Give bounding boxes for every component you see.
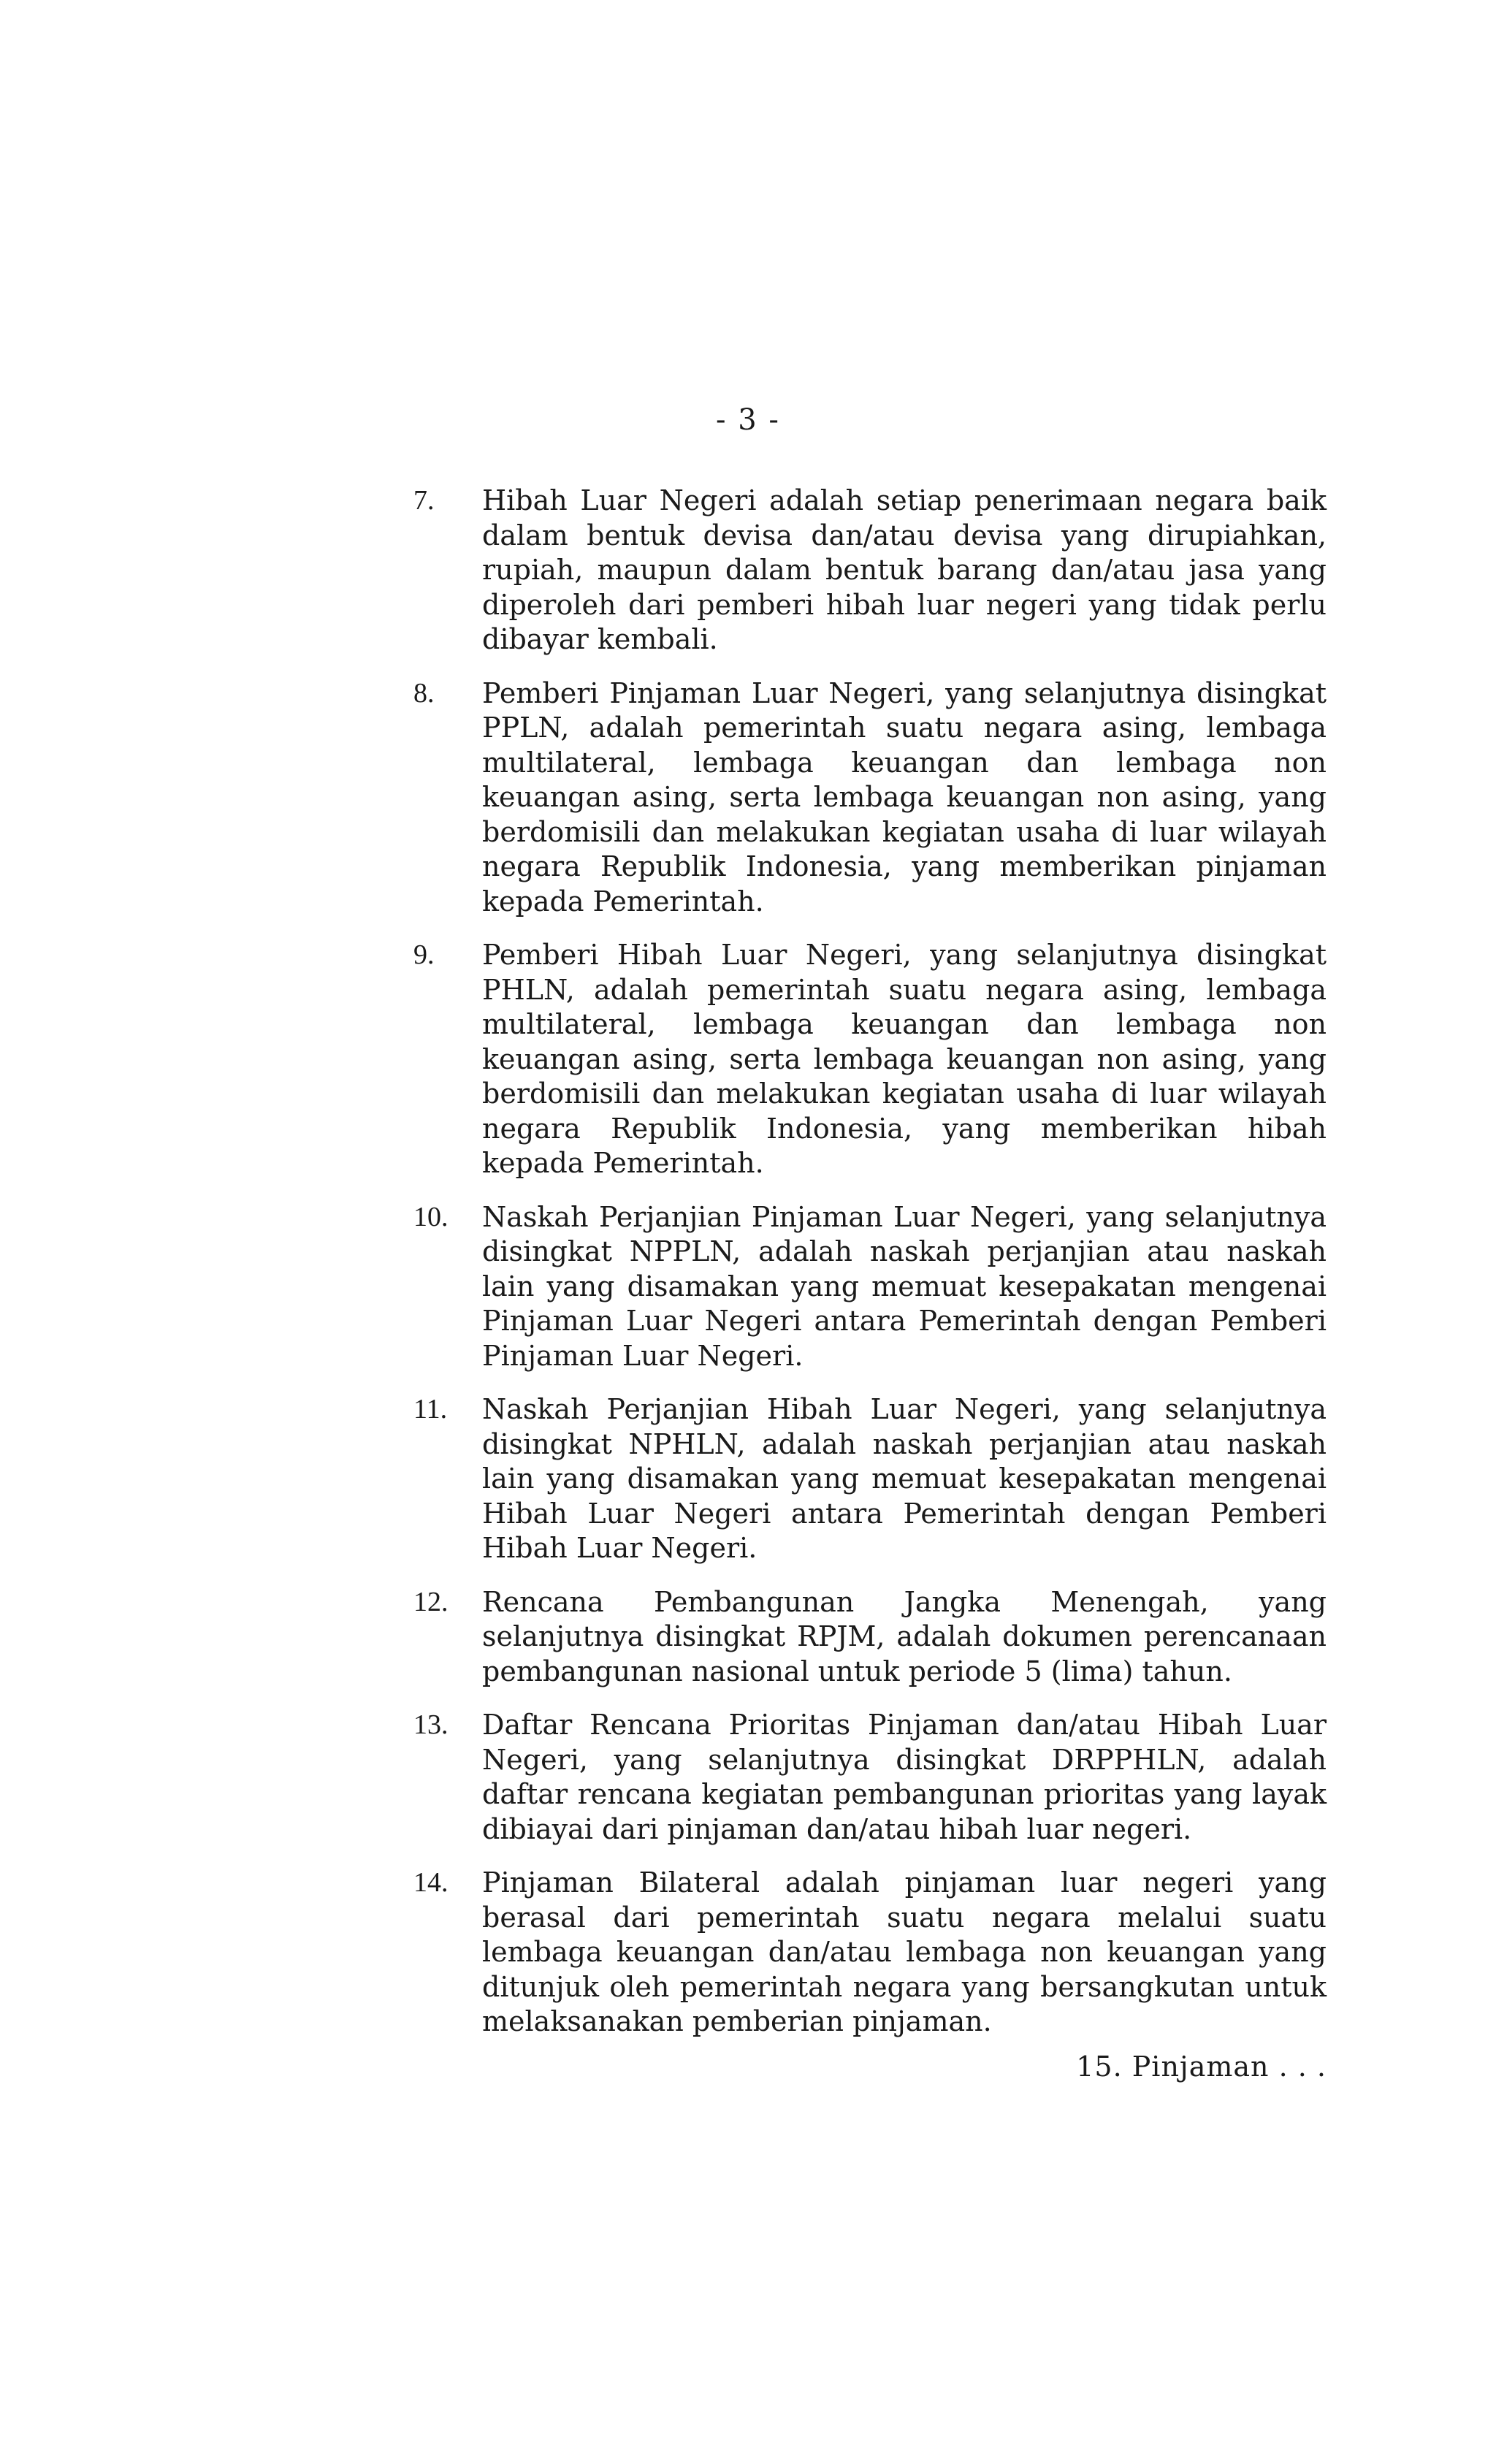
next-page-marker: 15. Pinjaman . . .	[1076, 2051, 1327, 2083]
item-text: Naskah Perjanjian Hibah Luar Negeri, yang selanjutnya disingkat NPHLN, adalah naskah perjanjian atau naskah lain yang disamakan yang memuat kesepakatan mengenai Hibah Luar Negeri antara Pemerintah dengan Pemberi Hibah Luar Negeri.	[482, 1393, 1327, 1564]
list-item	[413, 1708, 1327, 1847]
item-number: 9.	[413, 939, 435, 970]
item-text: Pemberi Hibah Luar Negeri, yang selanjutnya disingkat PHLN, adalah pemerintah suatu negara asing, lembaga multilateral, lembaga keuangan dan lembaga non keuangan asing, serta lembaga keuangan non asing, yang berdomisili dan melakukan kegiatan usaha di luar wilayah negara Republik Indonesia, yang memberikan hibah kepada Pemerintah.	[482, 939, 1327, 1179]
item-number: 12.	[413, 1586, 449, 1617]
item-text: Rencana Pembangunan Jangka Menengah, yang selanjutnya disingkat RPJM, adalah dokumen perencanaan pembangunan nasional untuk periode 5 (lima) tahun.	[482, 1585, 1327, 1687]
item-text: Naskah Perjanjian Pinjaman Luar Negeri, yang selanjutnya disingkat NPPLN, adalah naskah perjanjian atau naskah lain yang disamakan yang memuat kesepakatan mengenai Pinjaman Luar Negeri antara Pemerintah dengan Pemberi Pinjaman Luar Negeri.	[482, 1200, 1327, 1372]
list-item	[413, 484, 1327, 657]
item-number: 8.	[413, 677, 435, 709]
list-item	[413, 1585, 1327, 1690]
item-number: 14.	[413, 1867, 449, 1898]
item-text: Pinjaman Bilateral adalah pinjaman luar negeri yang berasal dari pemerintah suatu negara melalui suatu lembaga keuangan dan/atau lembaga non keuangan yang ditunjuk oleh pemerintah negara yang bersangkutan untuk melaksanakan pemberian pinjaman.	[482, 1866, 1327, 2037]
item-number: 13.	[413, 1709, 449, 1740]
definition-list	[413, 484, 1327, 2059]
item-number: 10.	[413, 1201, 449, 1232]
list-item	[413, 676, 1327, 920]
list-item	[413, 1866, 1327, 2040]
item-text: Hibah Luar Negeri adalah setiap penerimaan negara baik dalam bentuk devisa dan/atau devisa yang dirupiahkan, rupiah, maupun dalam bentuk barang dan/atau jasa yang diperoleh dari pemberi hibah luar negeri yang tidak perlu dibayar kembali.	[482, 484, 1327, 655]
item-number: 11.	[413, 1394, 448, 1424]
list-item	[413, 1392, 1327, 1566]
page-number: - 3 -	[716, 403, 780, 437]
list-item	[413, 938, 1327, 1181]
list-item	[413, 1200, 1327, 1374]
item-text: Daftar Rencana Prioritas Pinjaman dan/atau Hibah Luar Negeri, yang selanjutnya disingkat DRPPHLN, adalah daftar rencana kegiatan pembangunan prioritas yang layak dibiayai dari pinjaman dan/atau hibah luar negeri.	[482, 1709, 1327, 1845]
item-text: Pemberi Pinjaman Luar Negeri, yang selanjutnya disingkat PPLN, adalah pemerintah suatu negara asing, lembaga multilateral, lembaga keuangan dan lembaga non keuangan asing, serta lembaga keuangan non asing, yang berdomisili dan melakukan kegiatan usaha di luar wilayah negara Republik Indonesia, yang memberikan pinjaman kepada Pemerintah.	[482, 676, 1327, 918]
item-number: 7.	[413, 485, 435, 516]
